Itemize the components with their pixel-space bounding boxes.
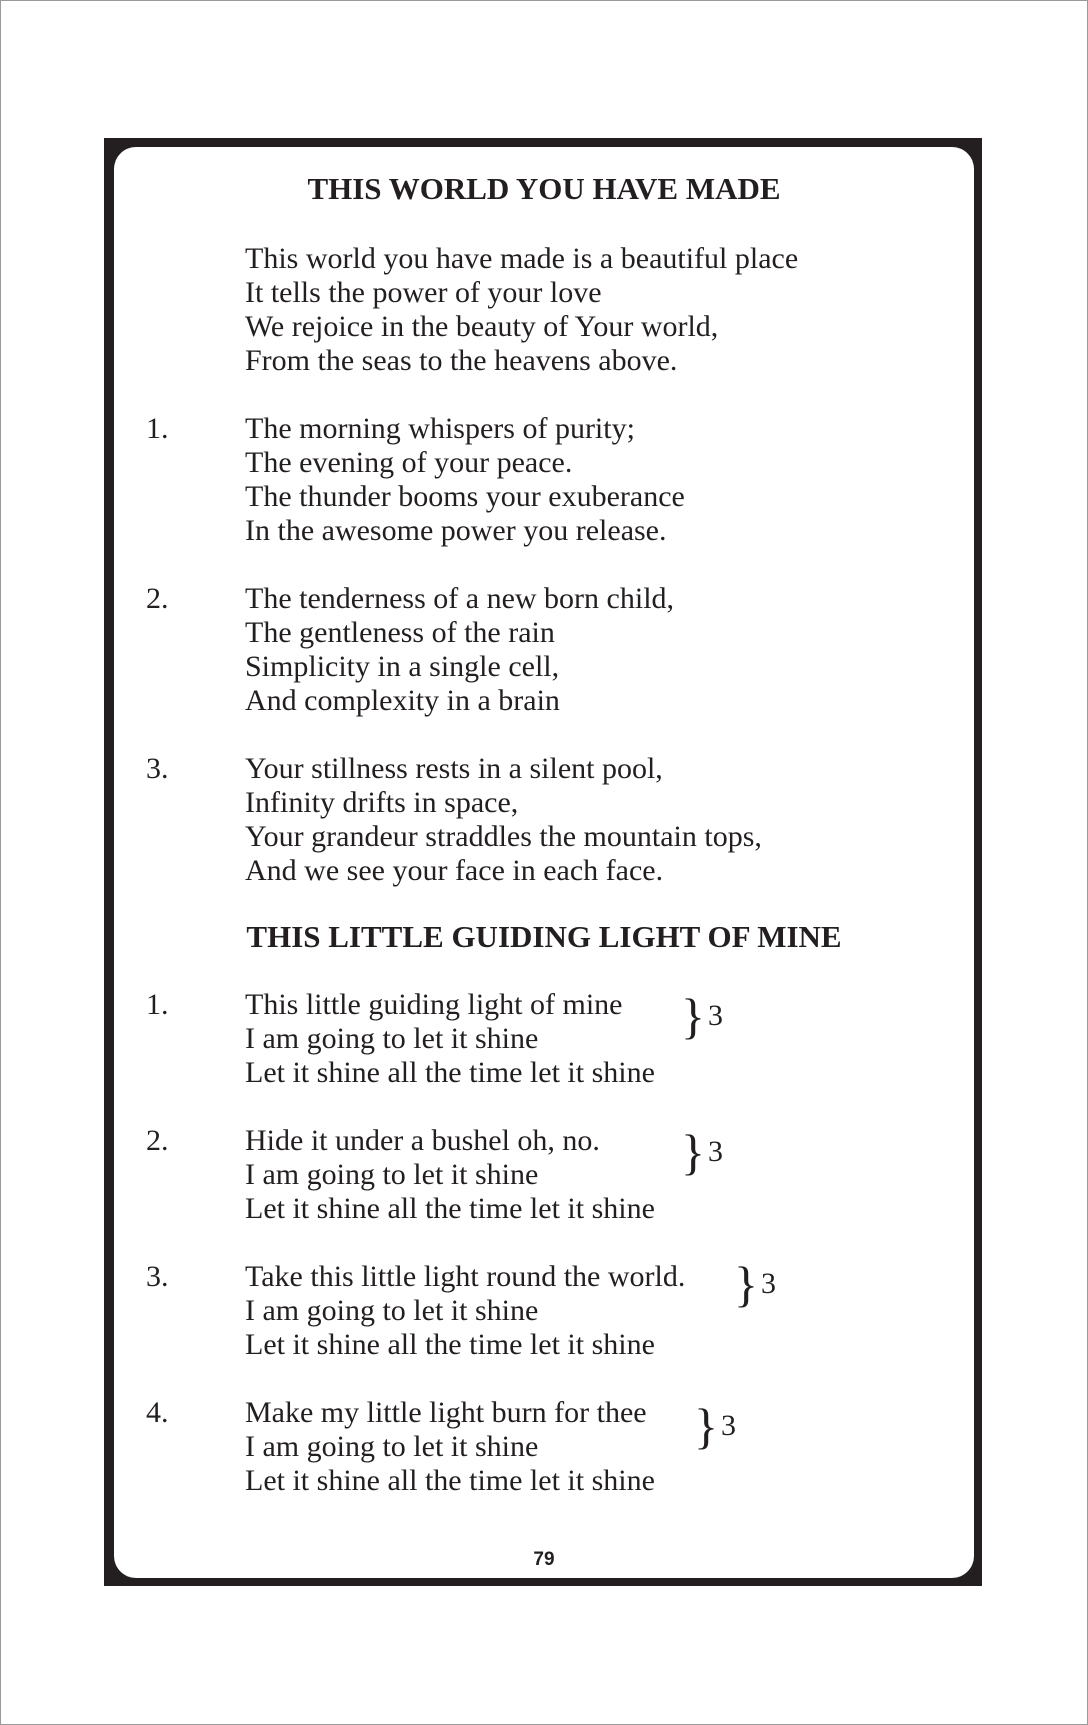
lyric-line: Take this little light round the world. bbox=[245, 1260, 686, 1293]
content-panel bbox=[114, 147, 974, 1578]
lyric-line: The tenderness of a new born child, bbox=[245, 582, 675, 615]
brace-icon: } bbox=[681, 1124, 705, 1180]
verse-number: 3. bbox=[146, 1260, 169, 1293]
lyric-line: Hide it under a bushel oh, no. bbox=[245, 1124, 600, 1157]
lyric-line: The morning whispers of purity; bbox=[245, 412, 635, 445]
lyric-line: I am going to let it shine bbox=[245, 1022, 539, 1055]
lyric-line: Let it shine all the time let it shine bbox=[245, 1056, 655, 1089]
lyric-line: Your stillness rests in a silent pool, bbox=[245, 752, 663, 785]
song-title: THIS WORLD YOU HAVE MADE bbox=[307, 171, 781, 206]
lyric-line: This little guiding light of mine bbox=[245, 988, 623, 1021]
repeat-count: 3 bbox=[761, 1267, 776, 1300]
verse-number: 1. bbox=[146, 988, 169, 1021]
lyric-line: And we see your face in each face. bbox=[245, 854, 664, 887]
lyric-line: And complexity in a brain bbox=[245, 684, 560, 717]
brace-icon: } bbox=[734, 1256, 758, 1312]
lyric-line: Your grandeur straddles the mountain tops, bbox=[245, 820, 762, 853]
lyric-line: In the awesome power you release. bbox=[245, 514, 667, 547]
repeat-count: 3 bbox=[708, 1135, 723, 1168]
lyric-line: I am going to let it shine bbox=[245, 1430, 539, 1463]
repeat-count: 3 bbox=[721, 1409, 736, 1442]
lyric-line: The evening of your peace. bbox=[245, 446, 573, 479]
lyric-line: We rejoice in the beauty of Your world, bbox=[245, 310, 719, 343]
verse-number: 2. bbox=[146, 1124, 169, 1157]
lyric-line: The thunder booms your exuberance bbox=[245, 480, 685, 513]
lyric-line: This world you have made is a beautiful place bbox=[245, 242, 799, 275]
repeat-marker bbox=[734, 1256, 776, 1312]
lyric-line: From the seas to the heavens above. bbox=[245, 344, 678, 377]
verse-number: 3. bbox=[146, 752, 169, 785]
repeat-count: 3 bbox=[708, 999, 723, 1032]
lyric-line: Infinity drifts in space, bbox=[245, 786, 519, 819]
lyric-line: Simplicity in a single cell, bbox=[245, 650, 560, 683]
verse-number: 2. bbox=[146, 582, 169, 615]
brace-icon: } bbox=[694, 1398, 718, 1454]
lyric-line: I am going to let it shine bbox=[245, 1158, 539, 1191]
verse-number: 4. bbox=[146, 1396, 169, 1429]
lyric-line: It tells the power of your love bbox=[245, 276, 602, 309]
lyric-line: Make my little light burn for thee bbox=[245, 1396, 647, 1429]
page-frame bbox=[104, 138, 982, 1586]
verse-number: 1. bbox=[146, 412, 169, 445]
lyric-line: Let it shine all the time let it shine bbox=[245, 1192, 655, 1225]
lyric-line: Let it shine all the time let it shine bbox=[245, 1328, 655, 1361]
page-number: 79 bbox=[533, 1549, 555, 1570]
lyric-line: The gentleness of the rain bbox=[245, 616, 555, 649]
repeat-marker bbox=[694, 1398, 736, 1454]
lyric-line: I am going to let it shine bbox=[245, 1294, 539, 1327]
brace-icon: } bbox=[681, 988, 705, 1044]
lyric-line: Let it shine all the time let it shine bbox=[245, 1464, 655, 1497]
repeat-marker bbox=[681, 1124, 723, 1180]
repeat-marker bbox=[681, 988, 723, 1044]
song-title: THIS LITTLE GUIDING LIGHT OF MINE bbox=[246, 919, 842, 954]
